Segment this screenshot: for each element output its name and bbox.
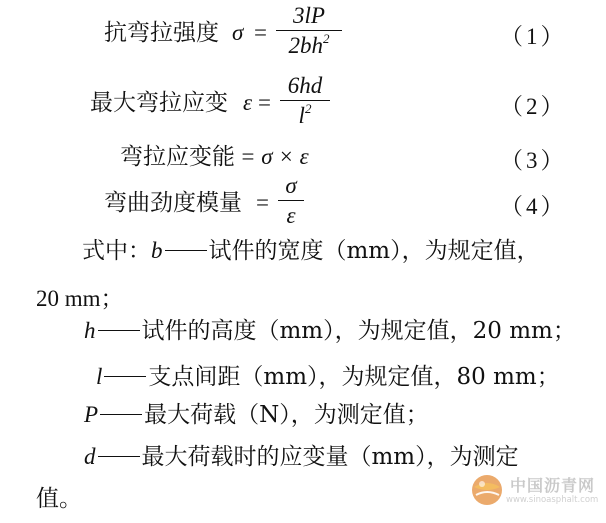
formula-2-label: 最大弯拉应变 [90, 90, 228, 116]
formula-3-label: 弯拉应变能 [120, 144, 235, 170]
watermark-url: www.sinoasphalt.com [506, 495, 599, 505]
fraction-bar [276, 30, 342, 31]
formula-3-number: （3） [500, 148, 567, 173]
dash [100, 414, 142, 415]
def-symbol-d: d [84, 444, 96, 469]
formula-4-equals: = [256, 190, 269, 215]
def-text-d: 最大荷载时的应变量（mm），为测定 [141, 444, 519, 470]
definition-b-cont: 20 mm； [36, 286, 124, 311]
formula-2-denominator: $l^2$ [298, 101, 312, 128]
formula-1-numerator: 3lP [293, 3, 325, 28]
fraction-bar [278, 200, 304, 201]
formula-1-symbol: σ [232, 20, 244, 45]
definition-b [82, 236, 540, 266]
dash [165, 250, 207, 251]
formula-2-number: （2） [500, 94, 567, 119]
def-symbol-b: b [151, 238, 163, 263]
formula-2-equals: = [258, 90, 271, 115]
formula-1-label: 抗弯拉强度 [104, 20, 219, 46]
formula-2-fraction [280, 74, 330, 128]
definition-h [84, 316, 576, 346]
formula-2-numerator: 6hd [287, 73, 323, 98]
def-symbol-l: l [96, 364, 103, 389]
formula-2-symbol: ε [243, 90, 253, 115]
dash [104, 376, 146, 377]
def-text-b: 试件的宽度（mm），为规定值， [208, 238, 540, 264]
watermark-text: 中国沥青网 [510, 476, 596, 495]
globe-logo-icon [470, 473, 504, 507]
formula-4-denominator: ε [286, 203, 296, 228]
formula-3-expression: = σ × ε [240, 144, 309, 169]
dash [98, 456, 140, 457]
definition-d [84, 442, 519, 472]
def-symbol-h: h [84, 318, 96, 343]
def-text-P: 最大荷载（N），为测定值； [144, 402, 429, 428]
formula-1-denominator: $2bh^2$ [288, 31, 330, 58]
def-text-h: 试件的高度（mm），为规定值，20 mm； [141, 318, 576, 344]
definition-d-cont: 值。 [36, 486, 82, 512]
formula-4-number: （4） [500, 194, 567, 219]
definitions-lead: 式中： [82, 238, 151, 264]
site-watermark [470, 471, 598, 511]
formula-4-label: 弯曲劲度模量 [104, 190, 242, 216]
formula-1-fraction [276, 4, 342, 58]
formula-4-fraction [278, 174, 304, 228]
dash [98, 330, 140, 331]
def-text-l: 支点间距（mm），为规定值，80 mm； [148, 364, 560, 390]
formula-1-equals: = [254, 20, 267, 45]
definition-P [84, 400, 429, 430]
formula-1-number: （1） [500, 24, 567, 49]
definition-l [96, 362, 560, 392]
def-symbol-P: P [84, 402, 99, 427]
formula-4-numerator: σ [285, 173, 297, 198]
